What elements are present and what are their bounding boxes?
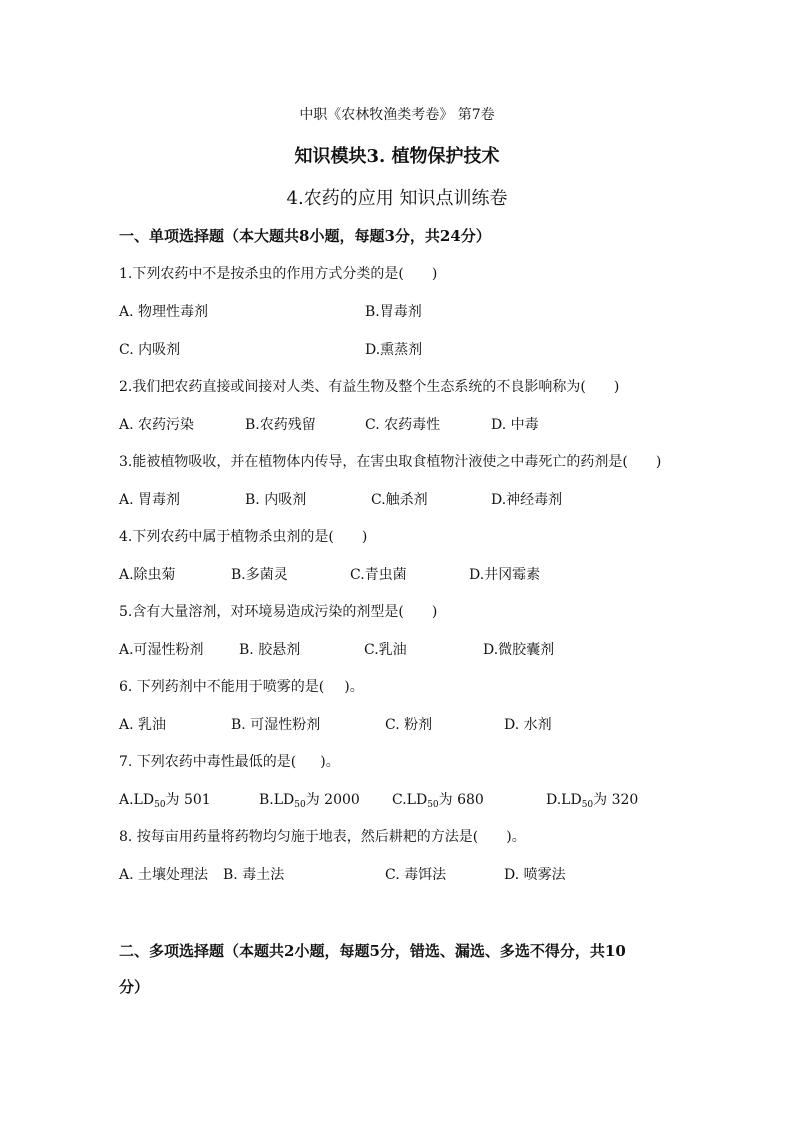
question-stem: 2.我们把农药直接或间接对人类、有益生物及整个生态系统的不良影响称为( [119, 379, 586, 395]
question-2-options [119, 414, 679, 434]
option-d: D.熏蒸剂 [365, 342, 423, 358]
option-d: D.井冈霉素 [469, 567, 541, 583]
option-a: A.除虫菊 [119, 567, 176, 583]
option-b: B. 胶悬剂 [239, 642, 301, 658]
question-stem: 8. 按每亩用药量将药物均匀施于地表，然后耕耙的方法是( [119, 829, 479, 845]
question-close: ) [431, 266, 438, 282]
option-a: A.可湿性粉剂 [119, 642, 204, 658]
question-stem: 1.下列农药中不是按杀虫的作用方式分类的是( [119, 266, 404, 282]
option-c: C.青虫菌 [350, 567, 407, 583]
question-close: )。 [506, 829, 526, 845]
question-stem: 6. 下列药剂中不能用于喷雾的是( [119, 679, 325, 695]
option-b: B.多菌灵 [231, 567, 288, 583]
question-1 [119, 263, 437, 283]
option-d: D. 水剂 [504, 717, 552, 733]
question-5 [119, 601, 437, 621]
option-a: A. 胃毒剂 [119, 492, 181, 508]
option-c: C. 农药毒性 [365, 417, 441, 433]
exam-header: 中职《农林牧渔类考卷》 第7卷 [299, 107, 495, 123]
option-d: D.微胶囊剂 [483, 642, 555, 658]
question-4-options [119, 564, 679, 584]
section-2-heading-line-1: 二、多项选择题（本题共2小题，每题5分，错选、漏选、多选不得分，共10 [119, 942, 626, 960]
question-close: )。 [344, 679, 364, 695]
question-stem: 7. 下列农药中毒性最低的是( [119, 754, 297, 770]
option-a: A. 物理性毒剂 [119, 304, 209, 320]
question-stem: 3.能被植物吸收，并在植物体内传导，在害虫取食植物汁液使之中毒死亡的药剂是( [119, 454, 628, 470]
option-c: C.触杀剂 [371, 492, 428, 508]
topic-title: 4.农药的应用 知识点训练卷 [286, 188, 508, 209]
option-d: D. 喷雾法 [504, 867, 566, 883]
question-7-options [119, 789, 679, 809]
option-d: $D.LD_{50}$为 320 [546, 792, 639, 810]
question-8-options [119, 864, 679, 884]
option-b: B. 内吸剂 [245, 492, 307, 508]
option-c: C. 毒饵法 [385, 867, 447, 883]
question-8 [119, 826, 526, 846]
option-b: $B.LD_{50}$为 2000 [259, 792, 360, 810]
option-a: $A.LD_{50}$为 501 [119, 792, 211, 810]
question-close: ) [655, 454, 662, 470]
question-6 [119, 676, 364, 696]
section-2-heading-line-2: 分） [119, 978, 150, 996]
option-a: A. 乳油 [119, 717, 167, 733]
module-title: 知识模块3. 植物保护技术 [294, 146, 500, 167]
option-b: B.胃毒剂 [365, 304, 422, 320]
option-c: C. 粉剂 [385, 717, 433, 733]
question-close: )。 [320, 754, 340, 770]
option-d: D.神经毒剂 [491, 492, 563, 508]
question-stem: 5.含有大量溶剂，对环境易造成污染的剂型是( [119, 604, 404, 620]
question-5-options [119, 639, 679, 659]
option-a: A. 农药污染 [119, 417, 195, 433]
question-close: ) [431, 604, 438, 620]
question-stem: 4.下列农药中属于植物杀虫剂的是( [119, 529, 334, 545]
question-1-options-row-1 [119, 301, 679, 321]
question-close: ) [361, 529, 368, 545]
section-2-heading [119, 942, 626, 996]
section-1-heading: 一、单项选择题（本大题共8小题，每题3分，共24分） [119, 227, 491, 245]
option-b: B.农药残留 [245, 417, 316, 433]
option-b: B. 毒土法 [223, 867, 285, 883]
option-c: $C.LD_{50}$为 680 [392, 792, 484, 810]
option-a: A. 土壤处理法 [119, 867, 209, 883]
option-c: C.乳油 [364, 642, 407, 658]
option-b: B. 可湿性粉剂 [231, 717, 321, 733]
question-2 [119, 376, 619, 396]
question-6-options [119, 714, 679, 734]
option-d: D. 中毒 [491, 417, 539, 433]
question-7 [119, 751, 340, 771]
question-3 [119, 451, 661, 471]
question-close: ) [613, 379, 620, 395]
question-4 [119, 526, 367, 546]
question-3-options [119, 489, 679, 509]
option-c: C. 内吸剂 [119, 342, 181, 358]
question-1-options-row-2 [119, 339, 679, 359]
